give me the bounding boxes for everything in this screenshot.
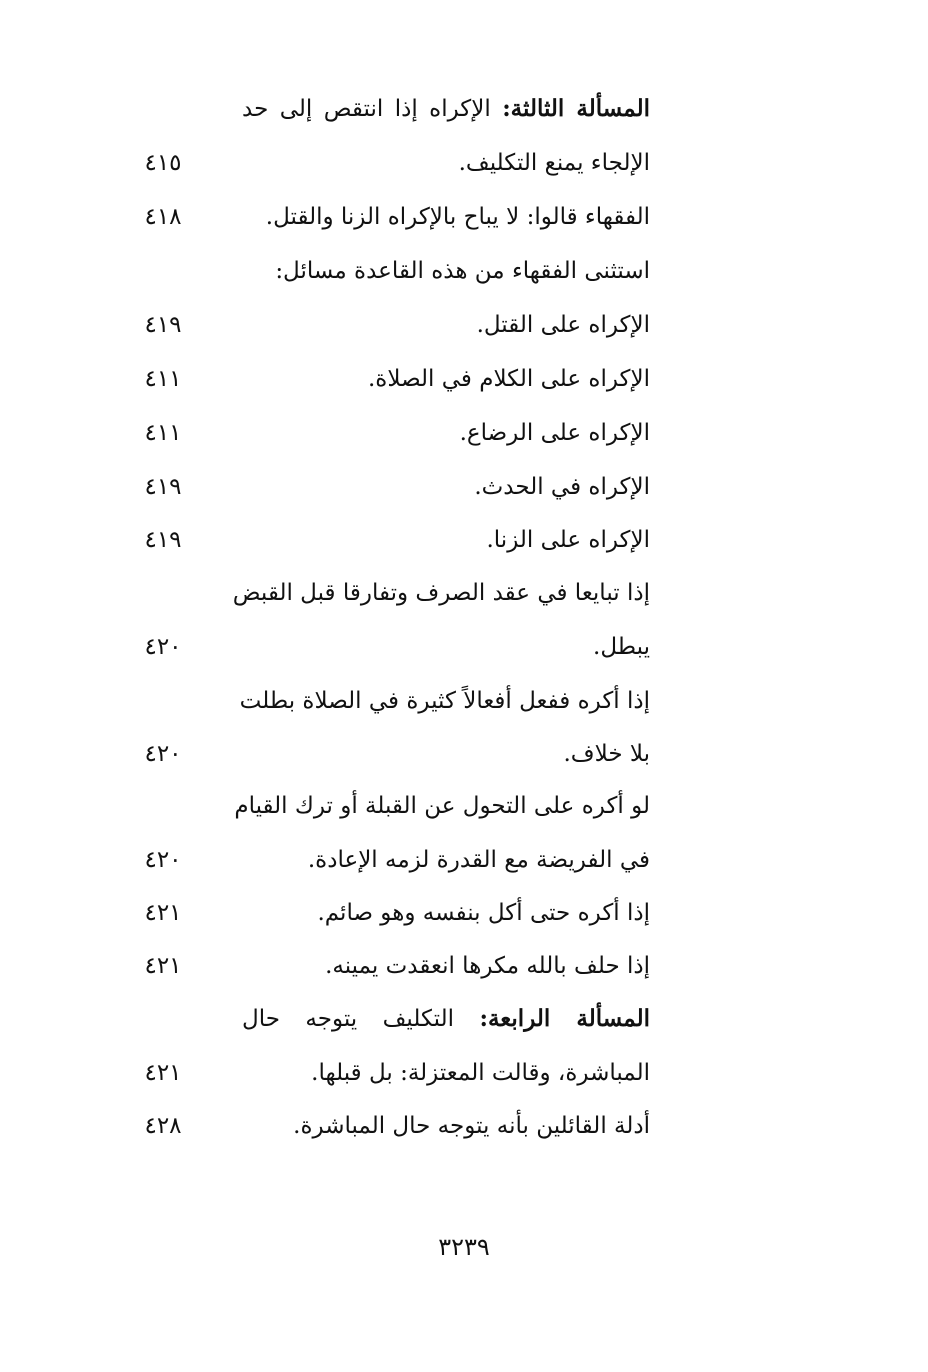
index-entry: [0, 305, 928, 345]
entry-text: إذا تبايعا في عقد الصرف وتفارقا قبل القبض: [232, 580, 650, 606]
entry-text: في الفريضة مع القدرة لزمه الإعادة.: [307, 847, 650, 873]
index-entry: [0, 786, 928, 826]
entry-page-number: ٤١٩: [144, 474, 182, 500]
entry-page-number: ٤٢١: [144, 900, 182, 926]
entry-text: بلا خلاف.: [563, 741, 650, 767]
entry-text: الإكراه على القتل.: [476, 312, 650, 338]
page-number: ٣٢٣٩: [438, 1233, 490, 1261]
entry-text: إذا أكره حتى أكل بنفسه وهو صائم.: [317, 900, 650, 926]
index-entry: [0, 89, 928, 129]
entry-text: الإكراه على الزنا.: [486, 527, 650, 553]
entry-page-number: ٤١٥: [144, 150, 182, 176]
index-entry: [0, 197, 928, 237]
entry-page-number: ٤٢١: [144, 1060, 182, 1086]
entry-text: الإكراه على الكلام في الصلاة.: [368, 366, 650, 392]
index-entry: [0, 893, 928, 933]
entry-page-number: ٤١١: [144, 420, 182, 446]
index-entry: [0, 467, 928, 507]
entry-page-number: ٤٢٠: [144, 847, 182, 873]
entry-text: المباشرة، وقالت المعتزلة: بل قبلها.: [311, 1060, 650, 1086]
index-entry: [0, 734, 928, 774]
entry-page-number: ٤٢٨: [144, 1113, 182, 1139]
section-heading: المسألة الثالثة:: [502, 95, 650, 122]
entry-text: إذا حلف بالله مكرها انعقدت يمينه.: [325, 953, 650, 979]
index-entry: [0, 359, 928, 399]
index-entry: [0, 251, 928, 291]
index-entry: [0, 1106, 928, 1146]
entry-text: التكليف يتوجه حال: [242, 1006, 480, 1032]
index-entry: [0, 627, 928, 667]
index-entry: [0, 999, 928, 1039]
entry-page-number: ٤١٨: [144, 204, 182, 230]
entry-text: لو أكره على التحول عن القبلة أو ترك القيام: [234, 793, 650, 819]
entry-text: إذا أكره ففعل أفعالاً كثيرة في الصلاة بطلت: [239, 688, 650, 714]
entry-text: الإلجاء يمنع التكليف.: [458, 150, 650, 176]
index-entry: [0, 840, 928, 880]
index-entry: [0, 520, 928, 560]
entry-text: الإكراه على الرضاع.: [459, 420, 650, 446]
section-heading: المسألة الرابعة:: [479, 1005, 650, 1032]
entry-page-number: ٤٢١: [144, 953, 182, 979]
index-entry: [0, 1053, 928, 1093]
entry-text: أدلة القائلين بأنه يتوجه حال المباشرة.: [293, 1113, 650, 1139]
entry-page-number: ٤٢٠: [144, 634, 182, 660]
entry-page-number: ٤١٩: [144, 527, 182, 553]
entry-text: الإكراه في الحدث.: [474, 474, 650, 500]
entry-text: الفقهاء قالوا: لا يباح بالإكراه الزنا والقتل.: [265, 204, 650, 230]
index-entry: [0, 413, 928, 453]
entry-page-number: ٤٢٠: [144, 741, 182, 767]
entry-text: الإكراه إذا انتقص إلى حد: [242, 96, 503, 122]
index-entry: [0, 573, 928, 613]
index-entry: [0, 946, 928, 986]
entry-text: استثنى الفقهاء من هذه القاعدة مسائل:: [275, 258, 650, 284]
index-entry: [0, 143, 928, 183]
entry-page-number: ٤١٩: [144, 312, 182, 338]
index-entry: [0, 681, 928, 721]
entry-text: يبطل.: [593, 634, 650, 660]
entry-page-number: ٤١١: [144, 366, 182, 392]
